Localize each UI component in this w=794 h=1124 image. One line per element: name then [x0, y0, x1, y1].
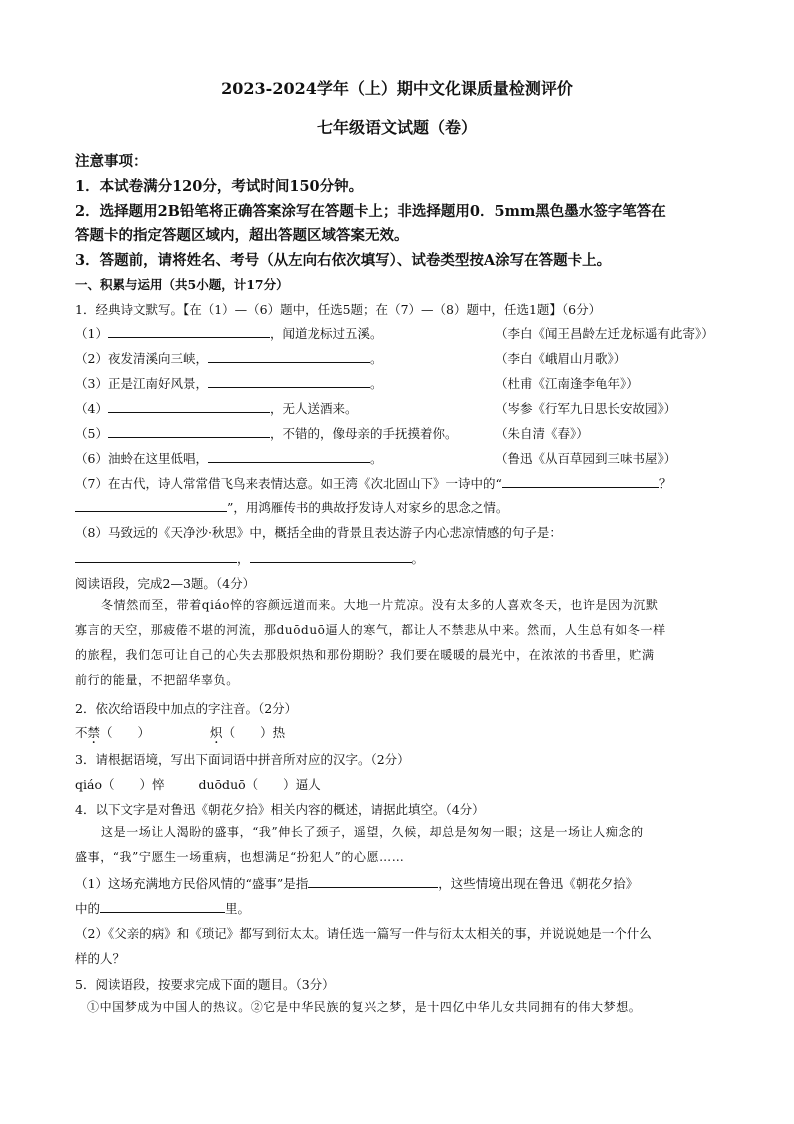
exam-title: 2023-2024学年（上）期中文化课质量检测评价 — [221, 79, 573, 98]
q7-text-end: ”，用鸿雁传书的典故抒发诗人对家乡的思念之情。 — [227, 500, 509, 515]
poem-source-6: （鲁迅《从百草园到三味书屋》） — [495, 451, 677, 466]
q8-comma: ， — [237, 551, 250, 566]
poem-text: 油蛉在这里低唱， — [107, 451, 208, 466]
q4-prompt: 4．以下文字是对鲁迅《朝花夕拾》相关内容的概述，请据此填空。（4分） — [75, 802, 485, 817]
poem-source-3: （杜甫《江南逢李龟年》） — [495, 376, 639, 391]
notice-item-1: 1．本试卷满分120分，考试时间150分钟。 — [75, 178, 364, 195]
notice-item-2: 2．选择题用2B铅笔将正确答案涂写在答题卡上；非选择题用0．5mm黑色墨水签字笔答在 — [75, 203, 666, 220]
q4-text: 里。 — [225, 901, 251, 916]
poem-line-2 — [75, 349, 382, 367]
poem-line-1 — [75, 324, 382, 342]
answer-blank[interactable] — [75, 550, 237, 563]
q7-text-end: ？ — [658, 476, 672, 491]
poem-source-5: （朱自清《春》） — [495, 426, 589, 441]
answer-blank[interactable] — [250, 550, 412, 563]
notice-item-3: 3．答题前，请将姓名、考号（从左向右依次填写）、试卷类型按A涂写在答题卡上。 — [75, 252, 612, 269]
q1-part7-line1 — [75, 474, 671, 492]
q5-passage: ①中国梦成为中国人的热议。②它是中华民族的复兴之梦，是十四亿中华儿女共同拥有的伟大梦想。 — [87, 1000, 642, 1014]
q4-text: 中的 — [75, 901, 101, 916]
answer-blank[interactable] — [108, 400, 270, 413]
poem-num: （4） — [75, 401, 108, 416]
answer-blank[interactable] — [208, 350, 370, 363]
reading-intro: 阅读语段，完成2—3题。（4分） — [75, 576, 256, 591]
answer-paren[interactable]: （ ） — [100, 725, 151, 740]
answer-blank[interactable] — [108, 425, 270, 438]
exam-subtitle: 七年级语文试题（卷） — [316, 118, 477, 137]
poem-num: （2） — [75, 351, 108, 366]
answer-blank[interactable] — [108, 325, 270, 338]
passage-line: 前行的能量，不把韶华辜负。 — [75, 673, 239, 687]
q7-text: （7）在古代，诗人常常借飞鸟来表情达意。如王湾《次北固山下》一诗中的“ — [75, 476, 502, 491]
poem-line-3 — [75, 374, 382, 392]
q2-answers — [75, 723, 285, 741]
section-1-heading: 一、积累与运用（共5小题，计17分） — [75, 277, 289, 292]
poem-num: （6） — [75, 451, 108, 466]
poem-num: （1） — [75, 326, 108, 341]
poem-text: 。 — [369, 351, 383, 366]
poem-line-6 — [75, 449, 382, 467]
answer-blank[interactable] — [75, 499, 227, 512]
q4-sub2-line2: 样的人？ — [75, 951, 126, 966]
q4-passage — [75, 820, 725, 870]
passage-line: 的旅程，我们怎可让自己的心失去那股炽热和那份期盼？我们要在暖暖的晨光中，在浓浓的书香里，贮满 — [75, 648, 655, 662]
poem-line-5 — [75, 424, 457, 442]
q1-part7-line2 — [75, 498, 508, 516]
poem-source-4: （岑参《行军九日思长安故园》） — [495, 401, 677, 416]
poem-line-4 — [75, 399, 357, 417]
poem-source-1: （李白《闻王昌龄左迁龙标遥有此寄》） — [495, 326, 714, 341]
q1-part8-line1: （8）马致远的《天净沙·秋思》中，概括全曲的背景且表达游子内心悲凉情感的句子是： — [75, 525, 562, 540]
poem-source-2: （李白《峨眉山月歌》） — [495, 351, 627, 366]
q3-answers — [75, 775, 321, 793]
poem-text: 正是江南好风景， — [107, 376, 208, 391]
answer-blank[interactable] — [100, 900, 225, 913]
q4-sub1-line2 — [75, 899, 250, 917]
q8-end: 。 — [411, 551, 425, 566]
passage-line: 寡言的天空，那疲倦不堪的河流，那duōduō逼人的寒气，都让人不禁悲从中来。然而，人生总有如冬一样 — [75, 623, 666, 637]
q4-sub2-line1: （2）《父亲的病》和《琐记》都写到衍太太。请任选一篇写一件与衍太太相关的事，并说说她是一个什么 — [75, 926, 652, 941]
poem-text: 。 — [369, 451, 383, 466]
q2-char: 不 — [75, 725, 88, 740]
notice-item-2-cont: 答题卡的指定答题区域内，超出答题区域答案无效。 — [75, 227, 409, 244]
answer-blank[interactable] — [308, 875, 438, 888]
q3-prompt: 3．请根据语境，写出下面词语中拼音所对应的汉字。（2分） — [75, 752, 410, 767]
passage-line: 盛事，“我”宁愿生一场重病，也想满足“扮犯人”的心愿…… — [75, 850, 405, 864]
poem-text: ，不错的，像母亲的手抚摸着你。 — [269, 426, 458, 441]
q4-text: ，这些情境出现在鲁迅《朝花夕拾》 — [438, 876, 639, 891]
notice-heading: 注意事项： — [75, 153, 148, 170]
q2-dotted-char: 禁 — [87, 725, 101, 740]
poem-text: 。 — [369, 376, 383, 391]
poem-text: ，闻道龙标过五溪。 — [269, 326, 383, 341]
q4-sub1-line1 — [75, 874, 638, 892]
answer-blank[interactable] — [208, 450, 370, 463]
q2-dotted-char: 炽 — [210, 725, 223, 740]
q1-part8-line2 — [75, 549, 424, 567]
answer-paren[interactable]: （ ）热 — [222, 725, 286, 740]
q5-prompt: 5．阅读语段，按要求完成下面的题目。（3分） — [75, 977, 335, 992]
passage-line: 这是一场让人渴盼的盛事，“我”伸长了颈子，遥望，久候，却总是匆匆一眼；这是一场让人痴念的 — [101, 825, 644, 839]
poem-num: （5） — [75, 426, 108, 441]
poem-num: （3） — [75, 376, 108, 391]
reading-passage — [75, 593, 725, 693]
poem-text: 夜发清溪向三峡， — [107, 351, 208, 366]
q3-item[interactable]: qiáo（ ）悴 — [75, 777, 165, 792]
q1-intro: 1．经典诗文默写。【在（1）—（6）题中，任选5题；在（7）—（8）题中，任选1题】（6分） — [75, 302, 602, 317]
answer-blank[interactable] — [208, 375, 370, 388]
q2-prompt: 2．依次给语段中加点的字注音。（2分） — [75, 701, 298, 716]
answer-blank[interactable] — [502, 475, 659, 488]
q4-text: （1）这场充满地方民俗风情的“盛事”是指 — [75, 876, 309, 891]
passage-line: 冬情然而至，带着qiáo悴的容颜远道而来。大地一片荒凉。没有太多的人喜欢冬天，也许是因为沉默 — [101, 598, 659, 612]
q3-item[interactable]: duōduō（ ）逼人 — [198, 777, 321, 792]
poem-text: ，无人送酒来。 — [269, 401, 358, 416]
